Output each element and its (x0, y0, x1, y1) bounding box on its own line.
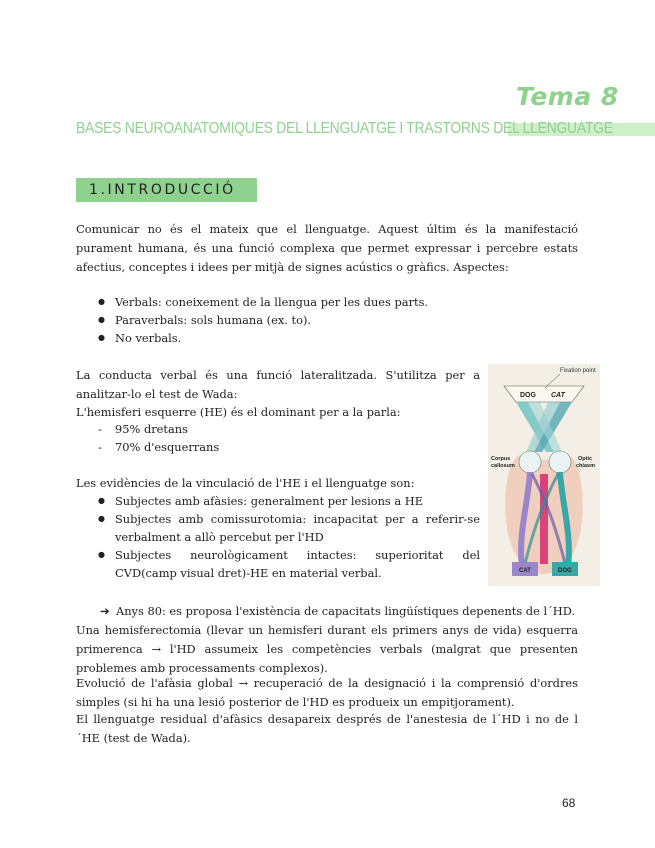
list-item: ● Paraverbals: sols humana (ex. to). (76, 311, 578, 329)
optic-label-1: Optic (578, 456, 593, 462)
aphasia-paragraph: Evolució de l'afàsia global → recuperació de la designació i la comprensió d'ordres simples (si hi ha una lesió posterior de l'HD es produeix un empitjorament). (76, 676, 578, 709)
fixation-label: Fixation point (560, 368, 596, 374)
dog-bottom-label: DOG (558, 568, 572, 574)
list-item: - 70% d'esquerrans (76, 438, 480, 456)
evidence-intro: Les evidències de la vinculació de l'HE i el llenguatge son: (76, 476, 415, 490)
split-brain-figure (488, 364, 600, 586)
section-heading: 1.INTRODUCCIÓ (76, 178, 257, 202)
optic-label-2: chiasm (576, 463, 595, 469)
lateralization-paragraph: La conducta verbal és una funció lateralitzada. S'utilitza per a analitzar-lo el test de Wada: (76, 368, 480, 401)
list-item: ● Verbals: coneixement de la llengua per les dues parts. (76, 293, 578, 311)
corpus-label-1: Corpus (491, 456, 511, 462)
corpus-label-2: callosum (491, 463, 515, 469)
cat-word: CAT (551, 392, 565, 399)
list-item: ● Subjectes neurològicament intactes: superioritat del CVD(camp visual dret)-HE en material verbal. (76, 546, 480, 582)
hemispherectomy-paragraph: Una hemisferectomia (llevar un hemisferi durant els primers anys de vida) esquerra primerenca → l'HD assumeix les competències verbals (malgrat que presenten problemes amb processaments complexos). (76, 623, 578, 675)
list-item: ● Subjectes amb comissurotomia: incapacitat per a referir-se verbalment a allò percebut per l'HD (76, 510, 480, 546)
residual-language-paragraph: El llenguatge residual d'afàsics desapareix després de l'anestesia de l´HD i no de l´HE (test de Wada). (76, 712, 578, 745)
aspects-list (76, 293, 578, 347)
page-number: 68 (562, 796, 576, 810)
dog-word: DOG (520, 392, 536, 399)
cat-bottom-label: CAT (519, 568, 531, 574)
list-item: ● No verbals. (76, 329, 578, 347)
chapter-title: BASES NEUROANATOMIQUES DEL LLENGUATGE I TRASTORNS DEL LLENGUATGE (76, 120, 613, 137)
chapter-title-row (76, 120, 655, 142)
arrow-item (100, 602, 575, 620)
intro-paragraph: Comunicar no és el mateix que el llenguatge. Aquest últim és la manifestació purament humana, és una funció complexa que permet expressar i percebre estats afectius, conceptes i idees per mitjà de signes acústics o gràfics. Aspectes: (76, 222, 578, 274)
list-item: ● Subjectes amb afàsies: generalment per lesions a HE (76, 492, 480, 510)
dominance-paragraph: L'hemisferi esquerre (HE) és el dominant per a la parla: (76, 405, 401, 419)
arrow-item-text: Anys 80: es proposa l'existència de capacitats lingüístiques depenents de l´HD. (116, 604, 576, 618)
chapter-label: Tema 8 (516, 82, 619, 111)
dominance-stats-list (76, 420, 480, 456)
list-item: - 95% dretans (76, 420, 480, 438)
arrow-icon: ➔ (100, 604, 110, 618)
evidence-list (76, 492, 480, 582)
